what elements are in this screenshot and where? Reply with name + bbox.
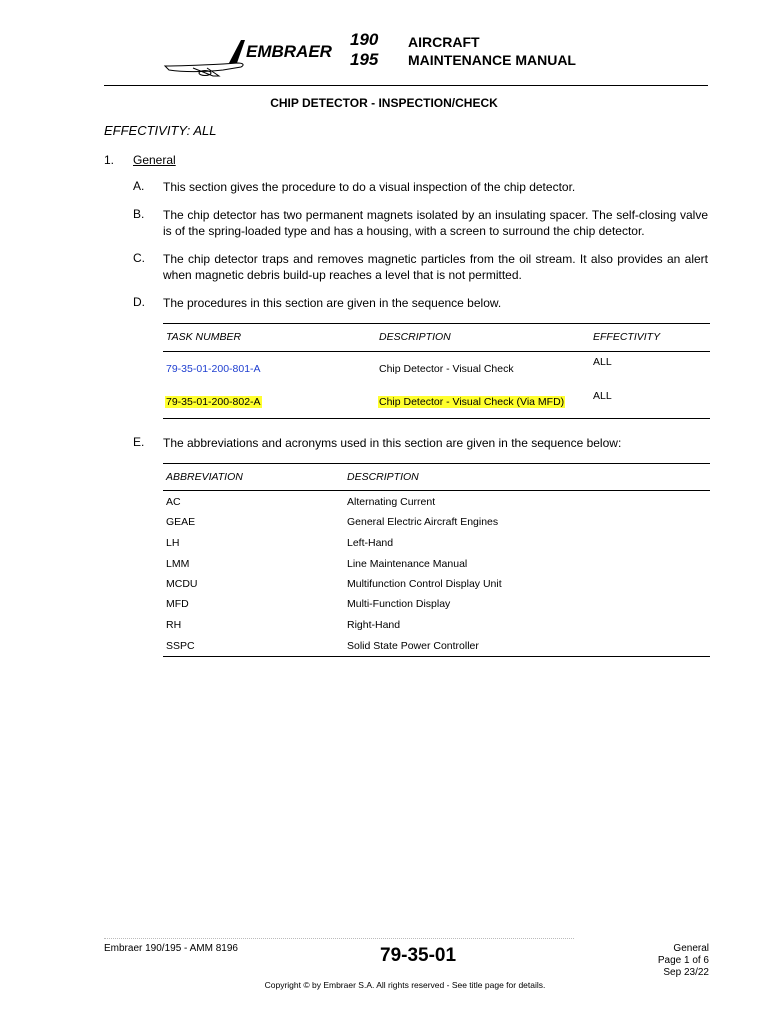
manual-title-line1: AIRCRAFT [408,34,480,50]
abbr-description-cell: Solid State Power Controller [347,640,479,652]
manual-title [408,33,576,69]
section-number: 1. [104,153,115,167]
abbr-description-cell: General Electric Aircraft Engines [347,516,499,528]
abbr-description-cell: Right-Hand [347,619,401,631]
abbr-cell: LH [166,537,180,549]
brand-wordmark: EMBRAER [246,42,332,61]
task-table-header-description: DESCRIPTION [379,331,451,343]
item-text-e: The abbreviations and acronyms used in this section are given in the sequence below: [163,436,622,450]
abbr-cell: MFD [166,598,189,610]
abbr-description-cell: Left-Hand [347,537,394,549]
task-effectivity-802: ALL [593,390,612,402]
abbr-description-cell: Multifunction Control Display Unit [347,578,502,590]
model-190: 190 [350,30,379,49]
item-text-c: The chip detector traps and removes magnetic particles from the oil stream. It also provides an alert when magnetic debris build-up reaches a level that is not permitted. [163,252,708,282]
copyright-notice: Copyright © by Embraer S.A. All rights reserved - See title page for details. [264,980,546,990]
abbr-table-header-abbr: ABBREVIATION [166,471,243,483]
task-table-header-task: TASK NUMBER [166,331,242,343]
abbr-cell: GEAE [166,516,196,528]
item-letter-a: A. [133,179,145,193]
footer-divider [104,938,574,939]
task-table-top-rule [163,323,710,324]
effectivity-heading: EFFECTIVITY: ALL [104,123,217,138]
footer-manual-id: Embraer 190/195 - AMM 8196 [104,943,238,954]
task-effectivity-801: ALL [593,356,612,368]
task-link-801[interactable]: 79-35-01-200-801-A [166,363,261,375]
abbr-cell: SSPC [166,640,195,652]
footer-chapter-number: 79-35-01 [380,945,457,966]
task-table-header-effectivity: EFFECTIVITY [593,331,661,343]
section-title: CHIP DETECTOR - INSPECTION/CHECK [270,96,498,110]
task-desc-801: Chip Detector - Visual Check [379,363,514,375]
footer-page-number: Page 1 of 6 [657,955,709,966]
item-letter-d: D. [133,295,145,309]
general-heading: General [133,153,176,167]
item-letter-e: E. [133,435,145,449]
model-195: 195 [350,50,379,69]
item-letter-c: C. [133,251,145,265]
footer-section-label: General [673,943,709,954]
abbr-description-cell: Alternating Current [347,496,436,508]
abbr-cell: RH [166,619,182,631]
abbr-cell: LMM [166,558,190,570]
abbr-table-top-rule [163,463,710,464]
footer-revision-date: Sep 23/22 [663,967,709,978]
abbr-table-bottom-rule [163,656,710,657]
abbr-table-header-rule [163,490,710,491]
abbr-cell: MCDU [166,578,198,590]
item-letter-b: B. [133,207,145,221]
abbr-cell: AC [166,496,181,508]
header-divider [104,85,708,86]
abbr-description-cell: Multi-Function Display [347,598,451,610]
item-text-d: The procedures in this section are given in the sequence below. [163,296,502,310]
manual-title-line2: MAINTENANCE MANUAL [408,52,576,68]
task-table-header-rule [163,351,710,352]
footer-page-info [658,943,709,979]
task-table-bottom-rule [163,418,710,419]
abbr-description-cell: Line Maintenance Manual [347,558,468,570]
abbr-table-header-description: DESCRIPTION [347,471,419,483]
item-text-a: This section gives the procedure to do a visual inspection of the chip detector. [163,180,576,194]
task-desc-802: Chip Detector - Visual Check (Via MFD) [379,396,565,408]
task-link-802[interactable]: 79-35-01-200-802-A [166,396,261,408]
embraer-aircraft-logo [163,32,353,82]
item-text-b: The chip detector has two permanent magnets isolated by an insulating spacer. The self-closing valve is of the spring-loaded type and has a housing, with a screen to surround the chip detector. [163,208,708,238]
